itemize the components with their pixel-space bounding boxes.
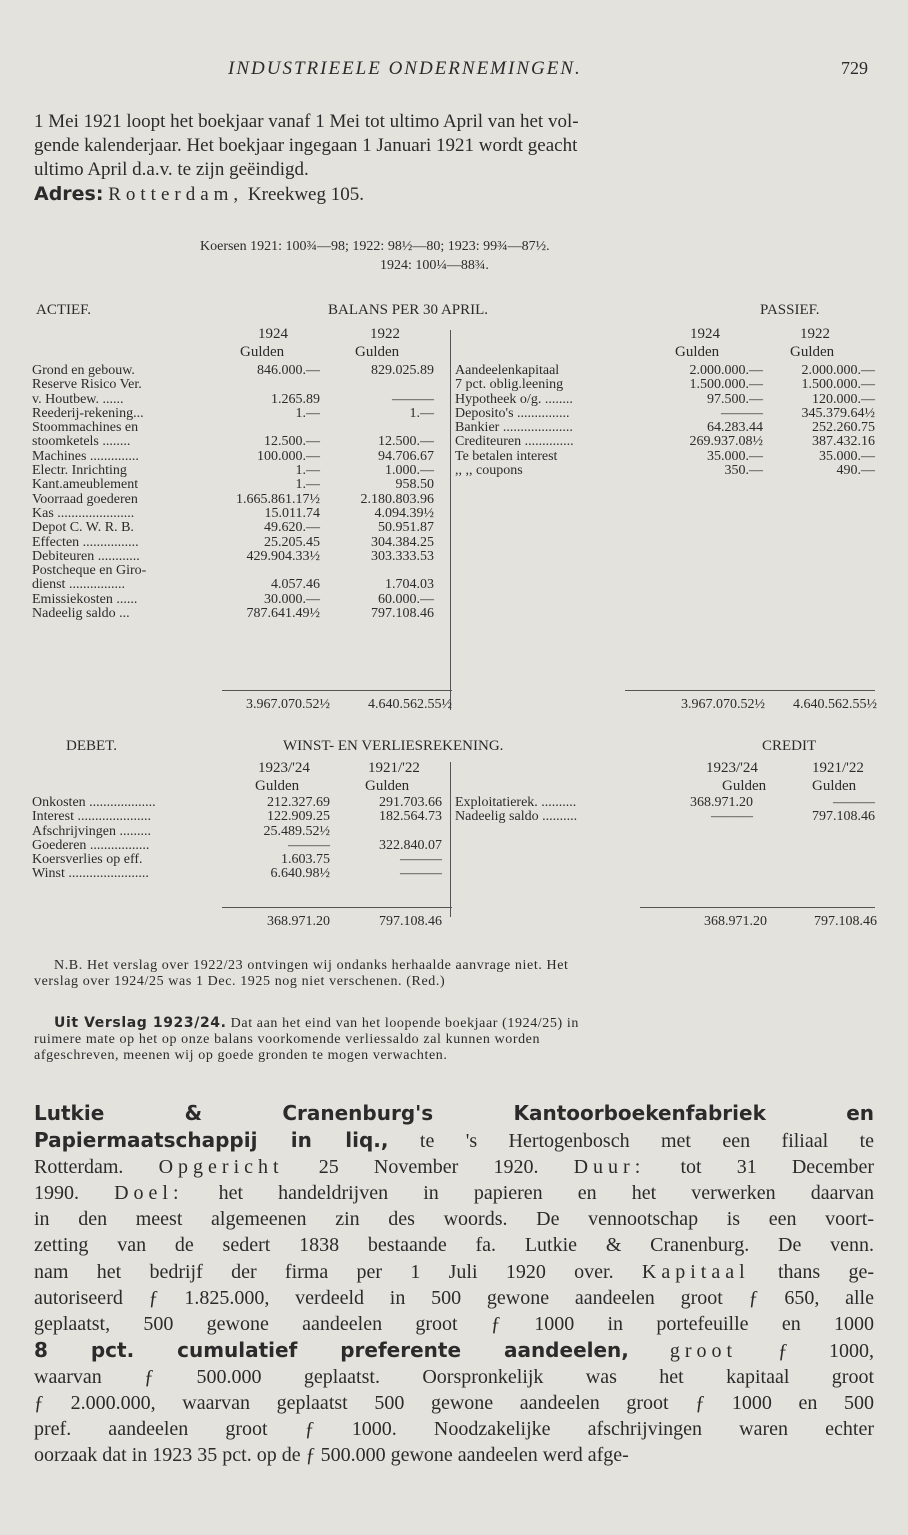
pl-total-left (32, 915, 442, 929)
row-value: 1.265.89 (271, 391, 320, 407)
row-value: 368.971.20 (690, 795, 753, 810)
table-row (32, 607, 442, 621)
row-label: Afschrijvingen ......... (32, 823, 151, 839)
row-label: Depot C. W. R. B. (32, 520, 134, 536)
company-text: 25 November 1920. (318, 1156, 539, 1179)
table-row (32, 825, 442, 839)
company-name: Lutkie & Cranenburg's Kantoorboekenfabriek en (34, 1101, 874, 1125)
row-label: Grond en gebouw. (32, 363, 135, 378)
company-line (34, 1154, 874, 1180)
row-label: Goederen ................. (32, 837, 150, 853)
balance-total-left (32, 698, 452, 712)
row-value: 303.333.53 (371, 548, 434, 564)
page-number: 729 (841, 58, 868, 78)
col-currency: Gulden (255, 778, 300, 794)
row-value: 322.840.07 (379, 837, 442, 853)
row-value: 1.— (295, 405, 320, 421)
row-value: 2.180.803.96 (360, 491, 434, 507)
total-1924: 3.967.070.52½ (681, 697, 765, 712)
row-label: Koersverlies op eff. (32, 852, 143, 868)
verslag-line: ruimere mate op het op onze balans voorkomende verliessaldo zal kunnen worden (34, 1032, 541, 1047)
address-line (34, 182, 874, 207)
row-value: 15.011.74 (264, 505, 320, 521)
total-rule (625, 690, 875, 691)
total-1924: 3.967.070.52½ (246, 697, 330, 712)
liabilities-table (455, 364, 875, 478)
row-value: 958.50 (395, 477, 434, 493)
intro-line: ultimo April d.a.v. te zijn geëindigd. (34, 159, 309, 180)
row-value: 1.500.000.— (689, 377, 763, 393)
row-value: ——— (721, 405, 763, 421)
row-value: 787.641.49½ (246, 606, 320, 622)
company-name-cont: Papiermaatschappij in liq., (34, 1128, 389, 1153)
row-value: 25.205.45 (264, 534, 320, 550)
row-value: ——— (288, 837, 330, 853)
row-label: ,, ,, coupons (455, 463, 523, 479)
total-1: 368.971.20 (267, 914, 330, 929)
col-year: 1921/'22 (368, 760, 420, 776)
table-row (32, 536, 442, 550)
row-value: 4.057.46 (271, 577, 320, 593)
company-text: Rotterdam. (34, 1156, 124, 1179)
row-value: 1.603.75 (281, 852, 330, 868)
table-row (32, 564, 442, 578)
table-row (32, 378, 442, 392)
col-year: 1924 (690, 326, 720, 342)
row-value: 1.— (295, 477, 320, 493)
row-value: 490.— (836, 463, 875, 479)
total-1922: 4.640.562.55½ (368, 697, 452, 712)
verslag-note (34, 1015, 874, 1064)
row-label: Onkosten ................... (32, 795, 156, 810)
pl-divider (450, 762, 451, 917)
col-currency: Gulden (790, 344, 835, 360)
row-label: Interest ..................... (32, 809, 151, 825)
company-text: thans ge- (777, 1260, 875, 1283)
row-value: 6.640.98½ (270, 866, 330, 882)
row-value: ——— (833, 795, 875, 810)
row-value: 50.951.87 (378, 520, 434, 536)
row-label: Te betalen interest (455, 448, 558, 464)
label-duur: Duur: (573, 1156, 646, 1179)
col-year: 1924 (258, 326, 288, 342)
actief-heading: ACTIEF. (36, 302, 92, 318)
row-value: ——— (392, 391, 434, 407)
row-label: Debiteuren ............ (32, 548, 140, 564)
total-rule (640, 907, 875, 908)
row-label: Kas ...................... (32, 505, 135, 521)
col-currency: Gulden (812, 778, 857, 794)
address-label: Adres: (34, 183, 104, 205)
credit-table (455, 796, 875, 825)
koersen-line: 1924: 100¼—88¾. (380, 258, 489, 273)
row-label: stoomketels ........ (32, 434, 131, 450)
company-line: geplaatst, 500 gewone aandeelen groot ƒ 1000 in portefeuille en 1000 (34, 1312, 874, 1335)
row-label: Electr. Inrichting (32, 463, 127, 479)
row-value: 12.500.— (378, 434, 434, 450)
table-row (32, 550, 442, 564)
company-text: te 's Hertogenbosch met een filiaal te (419, 1130, 875, 1153)
table-row (455, 464, 875, 478)
company-line (34, 1337, 874, 1364)
col-currency: Gulden (365, 778, 410, 794)
row-label: Aandeelenkapitaal (455, 363, 560, 378)
company-text: 1990. (34, 1182, 79, 1205)
row-label: Postcheque en Giro- (32, 563, 147, 579)
row-value: 49.620.— (264, 520, 320, 536)
row-label: Bankier .................... (455, 420, 573, 436)
row-value: ——— (400, 852, 442, 868)
table-row (32, 578, 442, 592)
table-row (32, 421, 442, 435)
col-year: 1922 (370, 326, 400, 342)
row-value: 429.904.33½ (246, 548, 320, 564)
label-opgericht: Opgericht (158, 1156, 284, 1179)
table-row (32, 839, 442, 853)
row-value: 829.025.89 (371, 363, 434, 378)
table-row (32, 407, 442, 421)
company-line: ƒ 2.000.000, waarvan geplaatst 500 gewone aandeelen groot ƒ 1000 en 500 (34, 1392, 874, 1415)
row-value: 1.— (409, 405, 434, 421)
row-value: 182.564.73 (379, 809, 442, 825)
row-value: 1.000.— (385, 463, 434, 479)
row-value: 1.704.03 (385, 577, 434, 593)
row-value: 94.706.67 (378, 448, 434, 464)
row-label: Nadeelig saldo ... (32, 606, 130, 622)
nb-note (34, 958, 874, 990)
credit-heading: CREDIT (762, 738, 817, 754)
verslag-line (34, 1015, 874, 1032)
col-currency: Gulden (240, 344, 285, 360)
table-row (32, 478, 442, 492)
row-label: Reserve Risico Ver. (32, 377, 142, 393)
row-label: Kant.ameublement (32, 477, 139, 493)
row-label: dienst ................ (32, 577, 125, 593)
nb-line: N.B. Het verslag over 1922/23 ontvingen wij ondanks herhaalde aanvrage niet. Het (54, 958, 569, 973)
verslag-text: Dat aan het eind van het loopende boekjaar (1924/25) in (230, 1016, 579, 1031)
company-text: het handeldrijven in papieren en het verwerken daarvan (218, 1182, 875, 1205)
row-value: 1.665.861.17½ (236, 491, 320, 507)
row-value: 212.327.69 (267, 795, 330, 810)
company-line: waarvan ƒ 500.000 geplaatst. Oorspronkelijk was het kapitaal groot (34, 1365, 874, 1388)
row-label: Hypotheek o/g. ........ (455, 391, 573, 407)
table-row (455, 421, 875, 435)
verslag-line: afgeschreven, meenen wij op goede gronden te mogen verwachten. (34, 1048, 448, 1063)
row-value: 97.500.— (707, 391, 763, 407)
col-currency: Gulden (722, 778, 767, 794)
col-year: 1923/'24 (706, 760, 758, 776)
row-value: 25.489.52½ (263, 823, 330, 839)
row-value: 291.703.66 (379, 795, 442, 810)
company-line: in den meest algemeenen zin des woords. De vennootschap is een voort- (34, 1208, 874, 1231)
table-row (32, 593, 442, 607)
row-value: 122.909.25 (267, 809, 330, 825)
pl-total-right (455, 915, 877, 929)
company-entry (34, 1100, 874, 1468)
intro-line: gende kalenderjaar. Het boekjaar ingegaan 1 Januari 1921 wordt geacht (34, 135, 578, 156)
address-city: Rotterdam, (108, 184, 244, 205)
total-rule (222, 907, 452, 908)
total-1922: 4.640.562.55½ (793, 697, 877, 712)
table-row (455, 364, 875, 378)
row-value: 304.384.25 (371, 534, 434, 550)
koersen-line: Koersen 1921: 100¾—98; 1922: 98½—80; 1923: 99¾—87½. (200, 239, 550, 254)
company-line: oorzaak dat in 1923 35 pct. op de ƒ 500.000 gewone aandeelen werd afge- (34, 1444, 629, 1467)
row-value: 100.000.— (257, 448, 320, 464)
table-row (455, 407, 875, 421)
row-value: 64.283.44 (707, 420, 763, 436)
row-value: 2.000.000.— (801, 363, 875, 378)
table-row (32, 521, 442, 535)
running-title: INDUSTRIEELE ONDERNEMINGEN. (228, 58, 582, 79)
table-row (455, 393, 875, 407)
label-kapitaal: Kapitaal (641, 1260, 750, 1283)
col-year: 1921/'22 (812, 760, 864, 776)
balance-title: BALANS PER 30 APRIL. (328, 302, 489, 318)
table-row (32, 507, 442, 521)
row-label: Machines .............. (32, 448, 139, 464)
row-value: 350.— (724, 463, 763, 479)
table-row (455, 378, 875, 392)
row-label: Effecten ................ (32, 534, 139, 550)
row-label: Emissiekosten ...... (32, 591, 138, 607)
verslag-label: Uit Verslag 1923/24. (54, 1015, 227, 1031)
row-value: 35.000.— (707, 448, 763, 464)
debet-heading: DEBET. (66, 738, 117, 754)
row-label: v. Houtbew. ...... (32, 391, 124, 407)
row-value: 797.108.46 (812, 809, 875, 825)
nb-line: verslag over 1924/25 was 1 Dec. 1925 nog niet verschenen. (Red.) (34, 974, 446, 989)
row-label: Deposito's ............... (455, 405, 570, 421)
balance-divider (450, 330, 451, 710)
intro-line: 1 Mei 1921 loopt het boekjaar vanaf 1 Mei tot ultimo April van het vol- (34, 111, 579, 132)
table-row (32, 393, 442, 407)
company-line (34, 1180, 874, 1206)
table-row (455, 796, 875, 810)
balance-total-right (455, 698, 877, 712)
row-label: Crediteuren .............. (455, 434, 574, 450)
row-value: 345.379.64½ (801, 405, 875, 421)
company-line: pref. aandeelen groot ƒ 1000. Noodzakelijke afschrijvingen waren echter (34, 1418, 874, 1441)
preferente-label: 8 pct. cumulatief preferente aandeelen, (34, 1337, 629, 1362)
table-row (32, 435, 442, 449)
total-rule (222, 690, 452, 691)
table-row (32, 853, 442, 867)
row-value: 387.432.16 (812, 434, 875, 450)
pl-title: WINST- EN VERLIESREKENING. (283, 738, 504, 754)
row-value: 846.000.— (257, 363, 320, 378)
table-row (32, 493, 442, 507)
row-label: 7 pct. oblig.leening (455, 377, 564, 393)
row-value: 35.000.— (819, 448, 875, 464)
col-currency: Gulden (675, 344, 720, 360)
row-label: Voorraad goederen (32, 491, 138, 507)
company-text: ƒ 1000, (778, 1339, 875, 1362)
company-line (34, 1127, 874, 1154)
row-value: ——— (400, 866, 442, 882)
table-row (455, 450, 875, 464)
row-value: 30.000.— (264, 591, 320, 607)
row-value: 252.260.75 (812, 420, 875, 436)
company-text: groot (669, 1339, 738, 1362)
page-header (0, 58, 908, 84)
company-text: tot 31 December (680, 1156, 875, 1179)
table-row (455, 435, 875, 449)
row-value: 269.937.08½ (689, 434, 763, 450)
company-text: nam het bedrijf der firma per 1 Juli 1920 over. (34, 1260, 614, 1283)
row-label: Exploitatierek. .......... (455, 795, 577, 810)
assets-table (32, 364, 442, 621)
table-row (32, 364, 442, 378)
row-value: ——— (711, 809, 753, 825)
total-1: 368.971.20 (704, 914, 767, 929)
table-row (32, 867, 442, 881)
company-line: zetting van de sedert 1838 bestaande fa. Lutkie & Cranenburg. De venn. (34, 1234, 874, 1257)
row-value: 4.094.39½ (374, 505, 434, 521)
address-street: Kreekweg 105. (247, 184, 364, 205)
col-year: 1922 (800, 326, 830, 342)
row-value: 1.— (295, 463, 320, 479)
row-value: 12.500.— (264, 434, 320, 450)
row-value: 2.000.000.— (689, 363, 763, 378)
row-label: Reederij-rekening... (32, 405, 144, 421)
col-currency: Gulden (355, 344, 400, 360)
row-label: Stoommachines en (32, 420, 139, 436)
row-value: 60.000.— (378, 591, 434, 607)
total-2: 797.108.46 (379, 914, 442, 929)
table-row (32, 450, 442, 464)
table-row (32, 464, 442, 478)
row-value: 797.108.46 (371, 606, 434, 622)
table-row (32, 810, 442, 824)
col-year: 1923/'24 (258, 760, 310, 776)
row-label: Winst ....................... (32, 866, 149, 882)
row-value: 120.000.— (812, 391, 875, 407)
row-value: 1.500.000.— (801, 377, 875, 393)
debit-table (32, 796, 442, 882)
passief-heading: PASSIEF. (760, 302, 820, 318)
table-row (455, 810, 875, 824)
total-2: 797.108.46 (814, 914, 877, 929)
company-line: autoriseerd ƒ 1.825.000, verdeeld in 500 gewone aandeelen groot ƒ 650, alle (34, 1286, 874, 1309)
table-row (32, 796, 442, 810)
row-label: Nadeelig saldo .......... (455, 809, 578, 825)
intro-paragraph (34, 110, 874, 207)
company-line (34, 1100, 874, 1127)
company-line (34, 1259, 874, 1285)
label-doel: Doel: (114, 1182, 184, 1205)
